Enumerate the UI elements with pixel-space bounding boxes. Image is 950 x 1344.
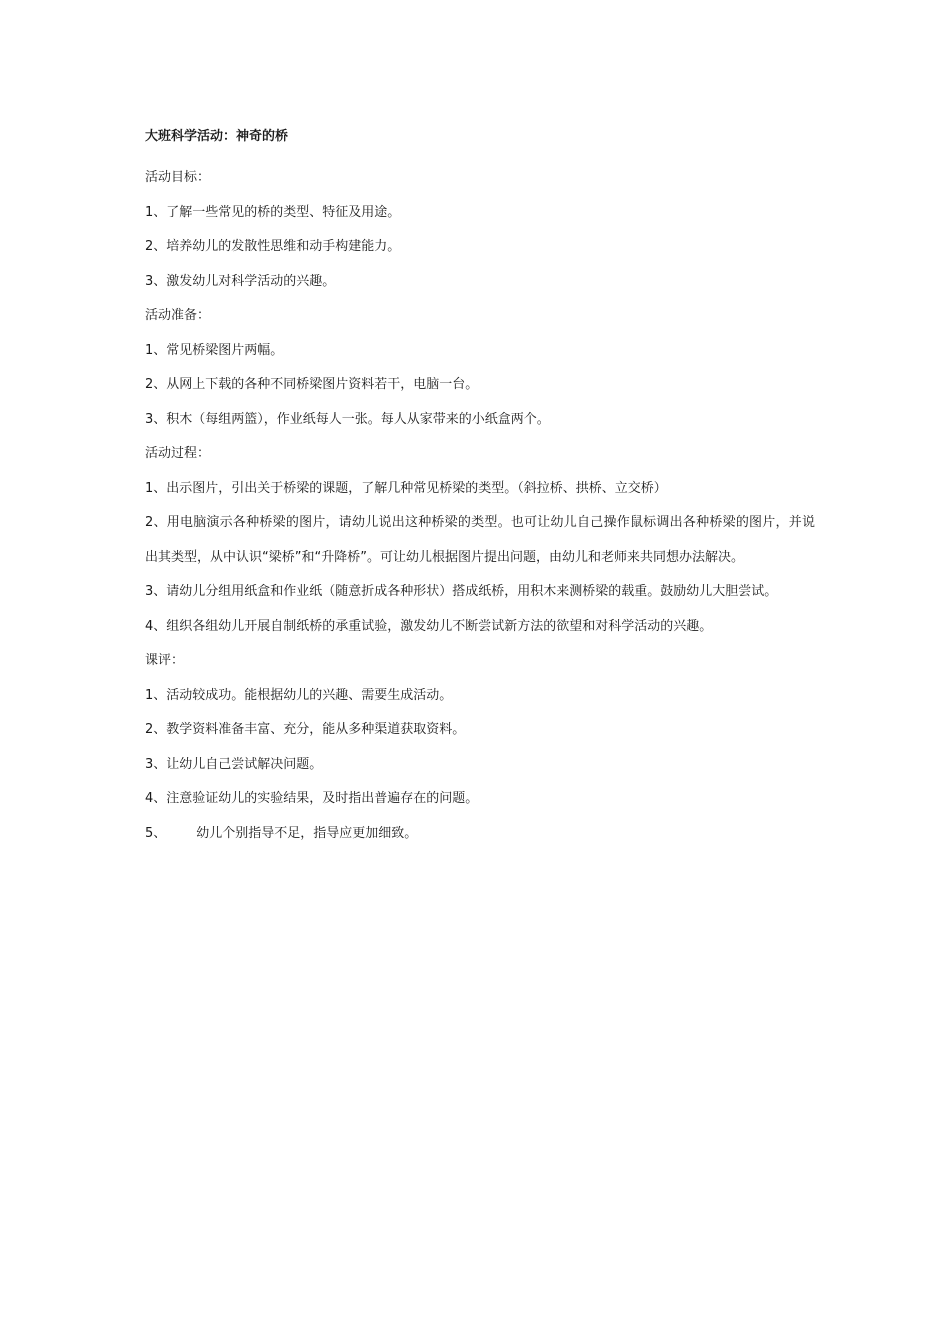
document-page: [145, 126, 815, 851]
review-heading: 课评：: [145, 653, 185, 668]
review-item: [145, 817, 815, 852]
goal-item: 2、培养幼儿的发散性思维和动手构建能力。: [145, 239, 401, 254]
preparation-item: 1、常见桥梁图片两幅。: [145, 342, 284, 358]
process-item: 1、出示图片，引出关于桥梁的课题，了解几种常见桥梁的类型。（斜拉桥、拱桥、立交桥）: [145, 480, 667, 496]
preparation-item: 3、积木（每组两篮），作业纸每人一张。每人从家带来的小纸盒两个。: [145, 411, 550, 427]
review-item-number: 5、: [145, 825, 167, 841]
preparation-item: 2、从网上下载的各种不同桥梁图片资料若干，电脑一台。: [145, 377, 479, 392]
review-item: 3、让幼儿自己尝试解决问题。: [145, 756, 323, 772]
process-item: 3、请幼儿分组用纸盒和作业纸（随意折成各种形状）搭成纸桥，用积木来测桥梁的载重。鼓励幼儿大胆尝试。: [145, 584, 778, 599]
review-item: 4、注意验证幼儿的实验结果，及时指出普遍存在的问题。: [145, 791, 479, 806]
process-item: 4、组织各组幼儿开展自制纸桥的承重试验，激发幼儿不断尝试新方法的欲望和对科学活动的兴趣。: [145, 618, 713, 634]
goal-item: 1、了解一些常见的桥的类型、特征及用途。: [145, 204, 401, 220]
review-item-text: 幼儿个别指导不足，指导应更加细致。: [196, 825, 418, 841]
review-item: 1、活动较成功。能根据幼儿的兴趣、需要生成活动。: [145, 687, 453, 703]
goal-item: 3、激发幼儿对科学活动的兴趣。: [145, 273, 336, 289]
document-title: 大班科学活动：神奇的桥: [145, 129, 289, 144]
process-item: 2、用电脑演示各种桥梁的图片，请幼儿说出这种桥梁的类型。也可让幼儿自己操作鼠标调出各种桥梁的图片，并说出其类型，从中认识“梁桥”和“升降桥”。可让幼儿根据图片提出问题，由幼儿和老师来共同想办法解决。: [145, 515, 815, 565]
preparation-heading: 活动准备：: [145, 308, 211, 323]
goals-heading: 活动目标：: [145, 170, 211, 185]
process-heading: 活动过程：: [145, 446, 211, 461]
review-item: 2、教学资料准备丰富、充分，能从多种渠道获取资料。: [145, 722, 466, 737]
